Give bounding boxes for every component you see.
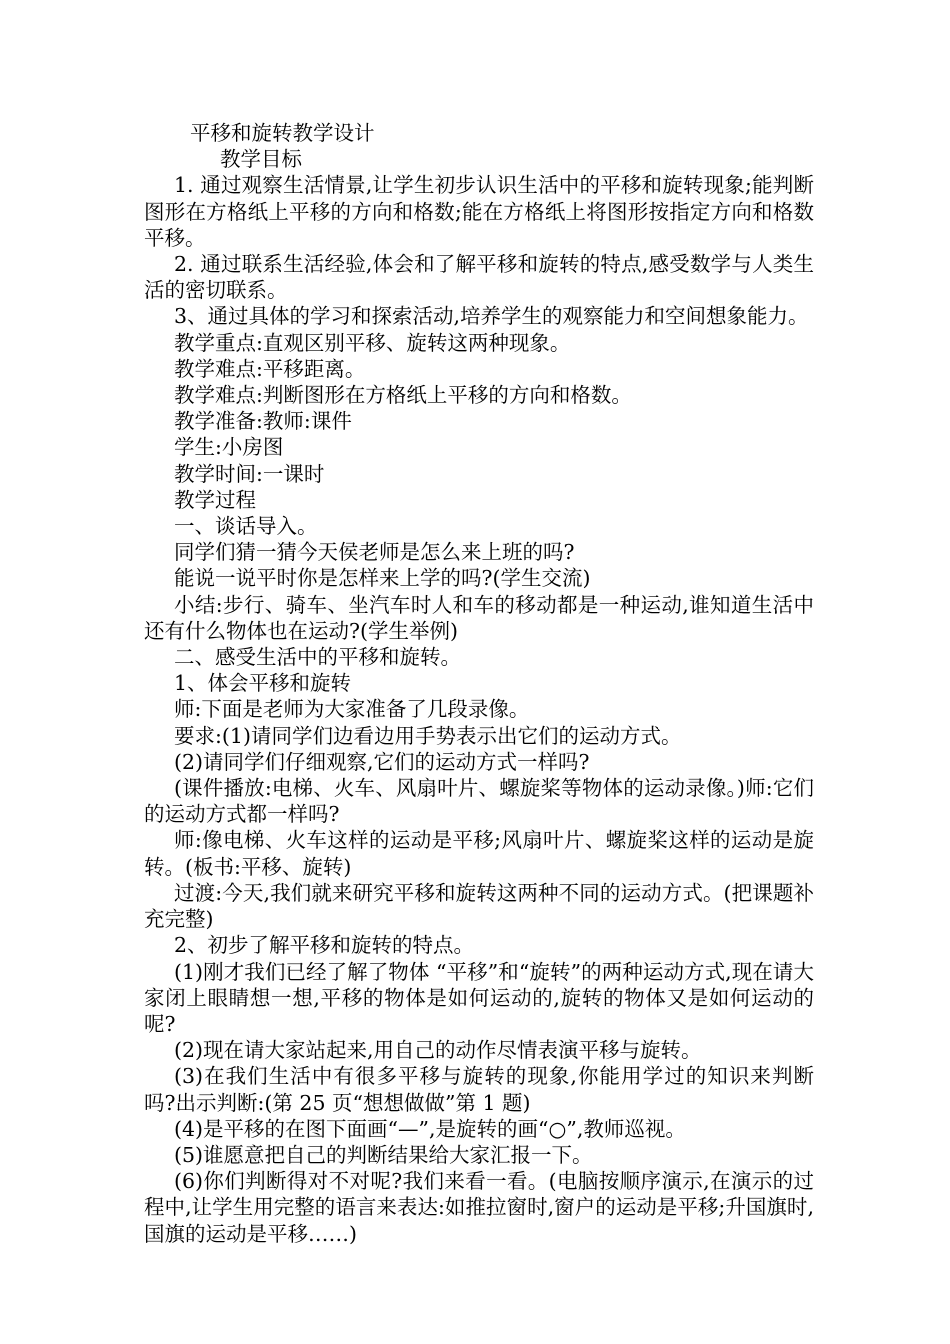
paragraph: (6)你们判断得对不对呢?我们来看一看。(电脑按顺序演示,在演示的过程中,让学生用完整的语言来表达:如推拉窗时,窗户的运动是平移;升国旗时,国旗的运动是平移……)	[144, 1169, 814, 1246]
paragraph: (4)是平移的在图下面画“—”,是旋转的画“○”,教师巡视。	[174, 1116, 686, 1141]
paragraph: 2. 通过联系生活经验,体会和了解平移和旋转的特点,感受数学与人类生活的密切联系。	[144, 252, 814, 303]
paragraph: 二、感受生活中的平移和旋转。	[174, 645, 461, 670]
paragraph: 一、谈话导入。	[174, 514, 318, 539]
paragraph: (1)刚才我们已经了解了物体 “平移”和“旋转”的两种运动方式,现在请大家闭上眼睛想一想,平移的物体是如何运动的,旋转的物体又是如何运动的呢?	[144, 959, 814, 1036]
paragraph: (2)现在请大家站起来,用自己的动作尽情表演平移与旋转。	[174, 1038, 702, 1063]
paragraph: (3)在我们生活中有很多平移与旋转的现象,你能用学过的知识来判断吗?出示判断:(第 25 页“想想做做”第 1 题)	[144, 1064, 814, 1115]
paragraph: 3、通过具体的学习和探索活动,培养学生的观察能力和空间想象能力。	[174, 304, 809, 329]
paragraph: (5)谁愿意把自己的判断结果给大家汇报一下。	[174, 1142, 593, 1167]
paragraph: 2、初步了解平移和旋转的特点。	[174, 933, 475, 958]
paragraph: (课件播放:电梯、火车、风扇叶片、螺旋桨等物体的运动录像。)师:它们的运动方式都一样吗?	[144, 776, 814, 827]
document-title: 平移和旋转教学设计	[190, 121, 375, 145]
paragraph: 教学准备:教师:课件	[174, 409, 352, 434]
paragraph: 师:下面是老师为大家准备了几段录像。	[174, 697, 530, 722]
paragraph: 教学时间:一课时	[174, 461, 325, 486]
paragraph: 过渡:今天,我们就来研究平移和旋转这两种不同的运动方式。(把课题补充完整)	[144, 880, 814, 932]
paragraph: 要求:(1)请同学们边看边用手势表示出它们的运动方式。	[174, 723, 682, 748]
paragraph: 能说一说平时你是怎样来上学的吗?(学生交流)	[174, 566, 591, 591]
paragraph: 小结:步行、骑车、坐汽车时人和车的移动都是一种运动,谁知道生活中还有什么物体也在运动?(学生举例)	[144, 592, 814, 643]
paragraph: 师:像电梯、火车这样的运动是平移;风扇叶片、螺旋桨这样的运动是旋转。(板书:平移、旋转)	[144, 828, 814, 879]
paragraph: 1. 通过观察生活情景,让学生初步认识生活中的平移和旋转现象;能判断图形在方格纸上平移的方向和格数;能在方格纸上将图形按指定方向和格数平移。	[144, 173, 814, 250]
section-heading-process: 教学过程	[174, 487, 256, 512]
section-heading-objectives: 教学目标	[220, 147, 302, 172]
paragraph: (2)请同学们仔细观察,它们的运动方式一样吗?	[174, 749, 590, 774]
paragraph: 教学难点:判断图形在方格纸上平移的方向和格数。	[174, 383, 632, 408]
paragraph: 教学重点:直观区别平移、旋转这两种现象。	[174, 330, 571, 355]
document-body	[144, 120, 814, 1247]
paragraph: 学生:小房图	[174, 435, 284, 460]
paragraph: 教学难点:平移距离。	[174, 356, 366, 381]
paragraph: 同学们猜一猜今天侯老师是怎么来上班的吗?	[174, 540, 575, 565]
paragraph: 1、体会平移和旋转	[174, 671, 352, 696]
